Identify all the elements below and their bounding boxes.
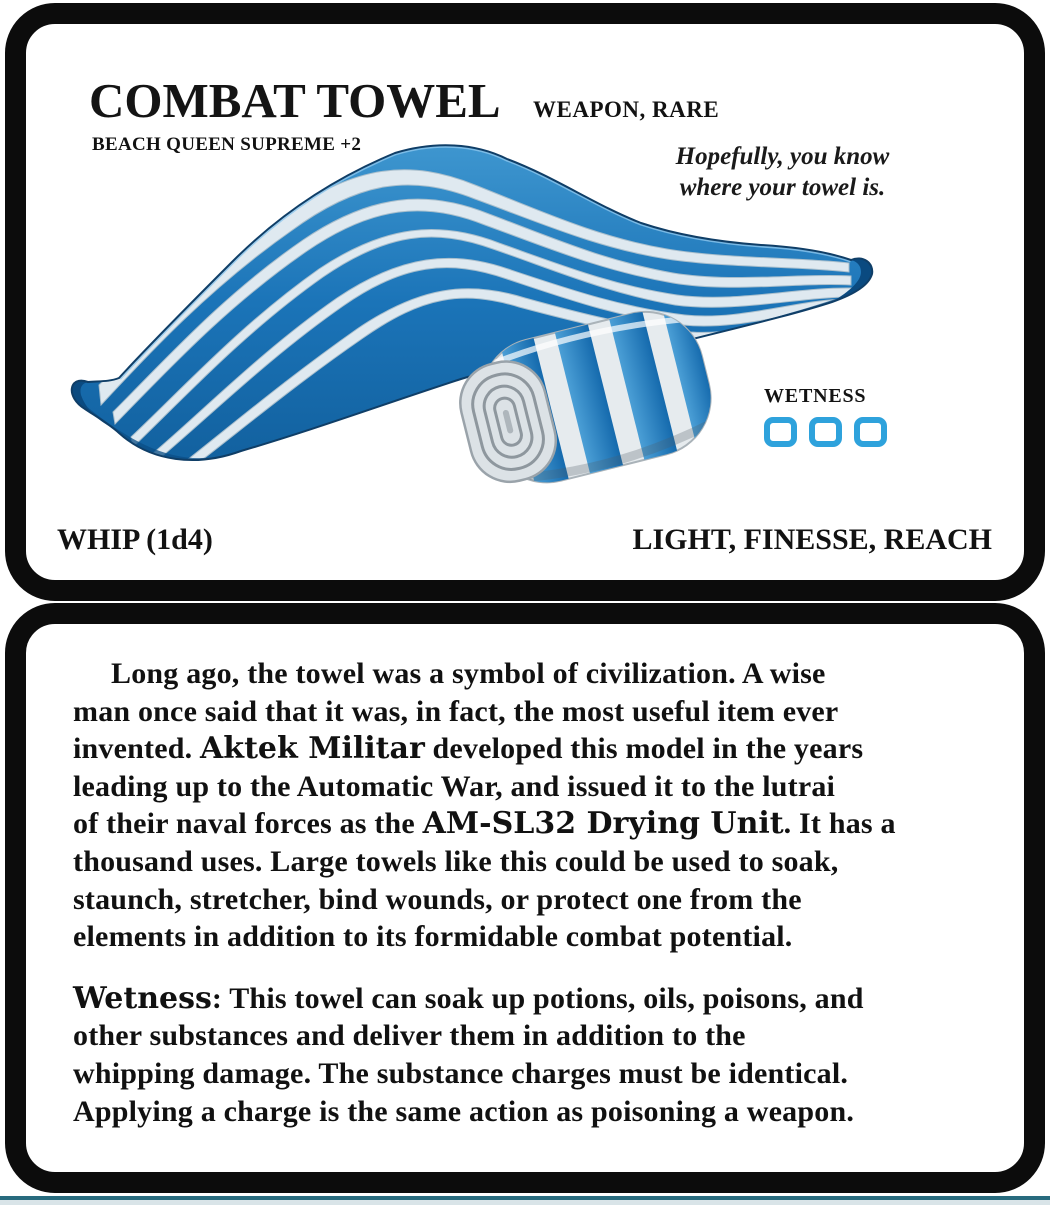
card-title: COMBAT TOWEL [89, 73, 501, 128]
maker-name: Aktek Militar [200, 731, 425, 767]
wetness-charge-box[interactable] [764, 417, 797, 447]
description-paragraph-1: Long ago, the towel was a symbol of civilization. A wise man once said that it was, in fact, the most useful item ever invented. Aktek Militar developed this model in the years leading up to the Automatic War, and issued it to the lutrai of their naval forces as the AM-SL32 Drying Unit. It has a thousand uses. Large towels like this could be used to soak, staunch, stretcher, bind wounds, or protect one from the elements in addition to its formidable combat potential. [73, 657, 896, 954]
wetness-label: WETNESS [764, 385, 867, 407]
item-type-rarity: WEAPON, RARE [533, 97, 720, 122]
model-name: AM-SL32 Drying Unit [422, 806, 784, 842]
flavor-line-1: Hopefully, you know [675, 143, 890, 170]
flavor-text [640, 142, 925, 203]
weapon-damage: WHIP (1d4) [57, 523, 213, 556]
wetness-charge-tracker [764, 417, 887, 447]
wetness-keyword: Wetness [73, 980, 212, 1016]
flavor-line-2: where your towel is. [679, 173, 886, 201]
next-card-edge-under [0, 1200, 1050, 1205]
description-text [73, 655, 989, 1130]
wetness-charge-box[interactable] [854, 417, 887, 447]
wetness-charge-box[interactable] [809, 417, 842, 447]
weapon-properties: LIGHT, FINESSE, REACH [632, 523, 992, 556]
item-subtitle: BEACH QUEEN SUPREME +2 [92, 134, 362, 155]
description-paragraph-2: Wetness: This towel can soak up potions, oils, poisons, and other substances and deliver them in addition to the whipping damage. The substance charges must be identical. Applying a charge is the same action as poisoning a weapon. [73, 980, 864, 1128]
